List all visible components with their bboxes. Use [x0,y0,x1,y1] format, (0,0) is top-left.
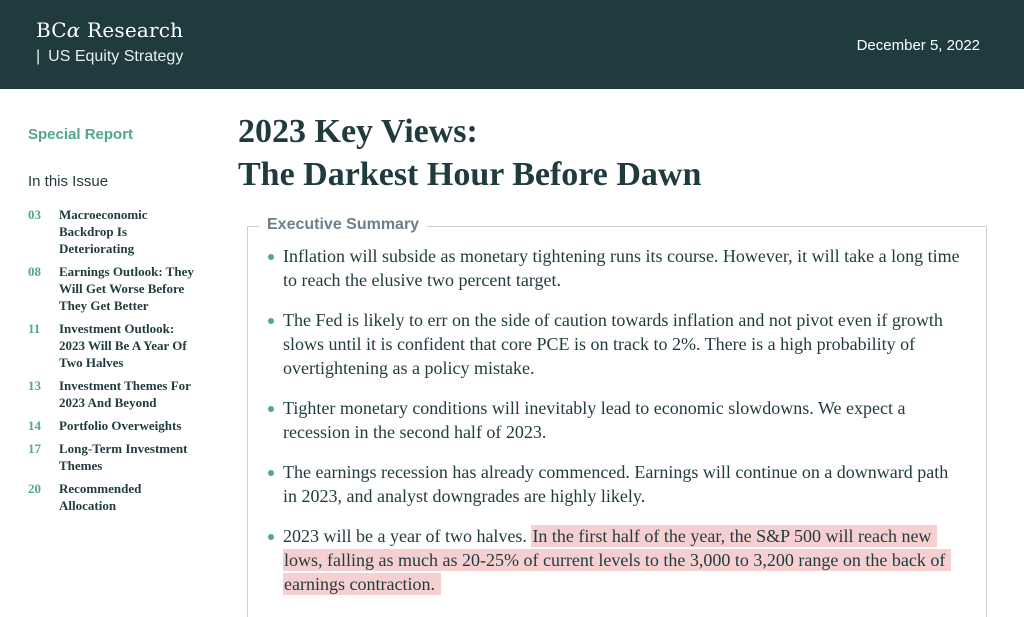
table-of-contents [28,206,208,520]
toc-title: Investment Themes For 2023 And Beyond [59,378,191,410]
toc-title: Portfolio Overweights [59,418,182,433]
toc-item[interactable] [28,263,208,314]
toc-page-number: 14 [28,418,41,433]
toc-item[interactable] [28,206,208,257]
report-type-label: Special Report [28,126,134,143]
page-title [238,110,701,196]
highlighted-text: In the first half of the year, the S&P 500 will reach new lows, falling as much as 20-25% of current levels to the 3,000 to 3,200 range on the back of earnings contraction. [283,525,951,595]
toc-page-number: 20 [28,481,41,496]
title-line-1: 2023 Key Views: [238,113,478,150]
toc-item[interactable] [28,480,208,514]
series-name [36,48,183,66]
summary-bullet: Inflation will subside as monetary tightening runs its course. However, it will take a long time to reach the elusive two percent target. [266,244,966,292]
bullet-plain-text: 2023 will be a year of two halves. [283,526,532,546]
brand-prefix: BC [36,18,67,42]
summary-bullet: The Fed is likely to err on the side of caution towards inflation and not pivot even if growth slows until it is confident that core PCE is on track to 2%. There is a high probability of overtightening as a policy mistake. [266,308,966,380]
toc-page-number: 11 [28,321,41,336]
summary-bullet: Tighter monetary conditions will inevitably lead to economic slowdowns. We expect a recession in the second half of 2023. [266,396,966,444]
toc-title: Investment Outlook: 2023 Will Be A Year Of Two Halves [59,321,187,370]
toc-title: Earnings Outlook: They Will Get Worse Before They Get Better [59,264,194,313]
summary-bullets [266,244,966,612]
toc-page-number: 03 [28,207,41,222]
brand-alpha: α [66,18,81,42]
series-label: US Equity Strategy [48,48,184,65]
toc-page-number: 17 [28,441,41,456]
toc-item[interactable] [28,417,208,434]
toc-title: Macroeconomic Backdrop Is Deteriorating [59,207,148,256]
series-separator: | [36,48,41,65]
executive-summary-label: Executive Summary [259,216,427,234]
report-date: December 5, 2022 [856,37,980,54]
summary-bullet [266,524,966,596]
summary-bullet: The earnings recession has already commenced. Earnings will continue on a downward path in 2023, and analyst downgrades are highly likely. [266,460,966,508]
bca-research-logo [36,18,183,42]
brand-suffix: Research [80,18,184,42]
toc-page-number: 08 [28,264,41,279]
report-header [0,0,1024,89]
toc-item[interactable] [28,320,208,371]
toc-item[interactable] [28,440,208,474]
toc-page-number: 13 [28,378,41,393]
title-line-2: The Darkest Hour Before Dawn [238,156,702,193]
toc-item[interactable] [28,377,208,411]
toc-title: Recommended Allocation [59,481,142,513]
in-this-issue-heading: In this Issue [28,173,109,190]
toc-title: Long-Term Investment Themes [59,441,188,473]
